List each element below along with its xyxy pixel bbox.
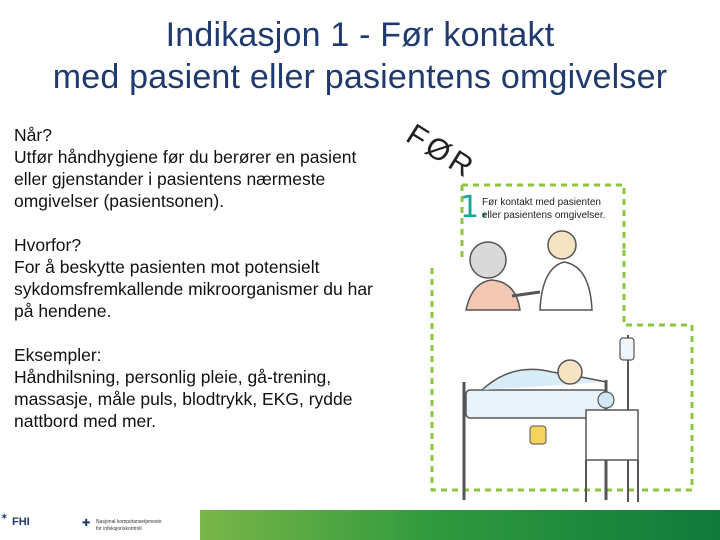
title-line-1: Indikasjon 1 - Før kontakt bbox=[165, 16, 555, 54]
for-label: FØR bbox=[400, 118, 482, 186]
body-text bbox=[14, 124, 386, 454]
step-caption bbox=[460, 190, 610, 230]
step-text bbox=[482, 196, 605, 222]
partner-line-2: for infeksjonskontroll bbox=[96, 526, 142, 532]
slide-title bbox=[0, 14, 720, 98]
partner-line-1: Nasjonal kompetansetjeneste bbox=[96, 519, 162, 525]
section-why bbox=[14, 234, 386, 322]
section-text: Utfør håndhygiene før du berører en pasient eller gjenstander i pasientens nærmeste omgivelser (pasientsonen). bbox=[14, 147, 357, 211]
step-line-1: Før kontakt med pasienten bbox=[482, 197, 601, 208]
fhi-logo-icon: ✶ bbox=[0, 512, 9, 523]
footer-accent-bar bbox=[200, 510, 720, 540]
section-heading: Hvorfor? bbox=[14, 235, 82, 255]
section-text: Håndhilsning, personlig pleie, gå-trening, massasje, måle puls, blodtrykk, EKG, rydde nattbord med mer. bbox=[14, 367, 353, 431]
section-heading: Når? bbox=[14, 125, 52, 145]
section-when bbox=[14, 124, 386, 212]
section-heading: Eksempler: bbox=[14, 345, 102, 365]
footer bbox=[0, 510, 720, 540]
section-examples bbox=[14, 344, 386, 432]
illustration-frame bbox=[392, 110, 720, 510]
step-line-2: eller pasientens omgivelser. bbox=[482, 210, 606, 221]
fhi-logo-text: FHI bbox=[12, 516, 30, 528]
partner-logo-icon: ✚ bbox=[82, 518, 91, 529]
step-number: 1. bbox=[460, 190, 489, 225]
title-line-2: med pasient eller pasientens omgivelser bbox=[52, 58, 668, 96]
hand-hygiene-illustration bbox=[392, 110, 720, 510]
partner-logo bbox=[82, 518, 182, 534]
section-text: For å beskytte pasienten mot potensielt sykdomsfremkallende mikroorganismer du har på hendene. bbox=[14, 257, 373, 321]
